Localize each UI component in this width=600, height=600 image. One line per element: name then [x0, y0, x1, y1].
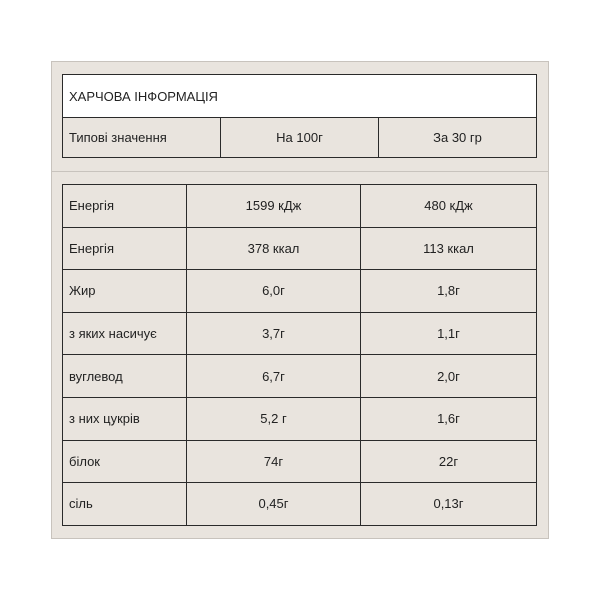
table-row	[63, 312, 537, 355]
table-row	[63, 227, 537, 270]
value-per-30g: 1,1г	[361, 312, 537, 355]
value-per-30g: 1,8г	[361, 270, 537, 313]
column-header-row	[63, 118, 537, 158]
table-row	[63, 397, 537, 440]
table-row	[63, 440, 537, 483]
nutrition-values-table	[62, 184, 537, 526]
value-per-30g: 2,0г	[361, 355, 537, 398]
nutrient-name: вуглевод	[63, 355, 187, 398]
value-per-100g: 0,45г	[187, 483, 361, 526]
nutrient-name: Енергія	[63, 185, 187, 228]
value-per-100g: 3,7г	[187, 312, 361, 355]
section-divider	[51, 171, 549, 172]
title-row	[63, 75, 537, 118]
table-row	[63, 483, 537, 526]
header-typical-values: Типові значення	[63, 118, 221, 158]
table-row	[63, 355, 537, 398]
value-per-100g: 6,0г	[187, 270, 361, 313]
nutrition-header-table	[62, 74, 537, 158]
table-row	[63, 270, 537, 313]
header-per-100g: На 100г	[221, 118, 379, 158]
value-per-100g: 1599 кДж	[187, 185, 361, 228]
nutrient-name: сіль	[63, 483, 187, 526]
value-per-30g: 22г	[361, 440, 537, 483]
header-per-30g: За 30 гр	[379, 118, 537, 158]
value-per-100g: 378 ккал	[187, 227, 361, 270]
value-per-30g: 480 кДж	[361, 185, 537, 228]
nutrient-name: Жир	[63, 270, 187, 313]
nutrient-name: з яких насичує	[63, 312, 187, 355]
nutrient-name: з них цукрів	[63, 397, 187, 440]
value-per-100g: 5,2 г	[187, 397, 361, 440]
value-per-100g: 74г	[187, 440, 361, 483]
value-per-30g: 113 ккал	[361, 227, 537, 270]
nutrient-name: Енергія	[63, 227, 187, 270]
value-per-30g: 1,6г	[361, 397, 537, 440]
value-per-30g: 0,13г	[361, 483, 537, 526]
value-per-100g: 6,7г	[187, 355, 361, 398]
nutrient-name: білок	[63, 440, 187, 483]
table-title: ХАРЧОВА ІНФОРМАЦІЯ	[63, 75, 537, 118]
table-row	[63, 185, 537, 228]
